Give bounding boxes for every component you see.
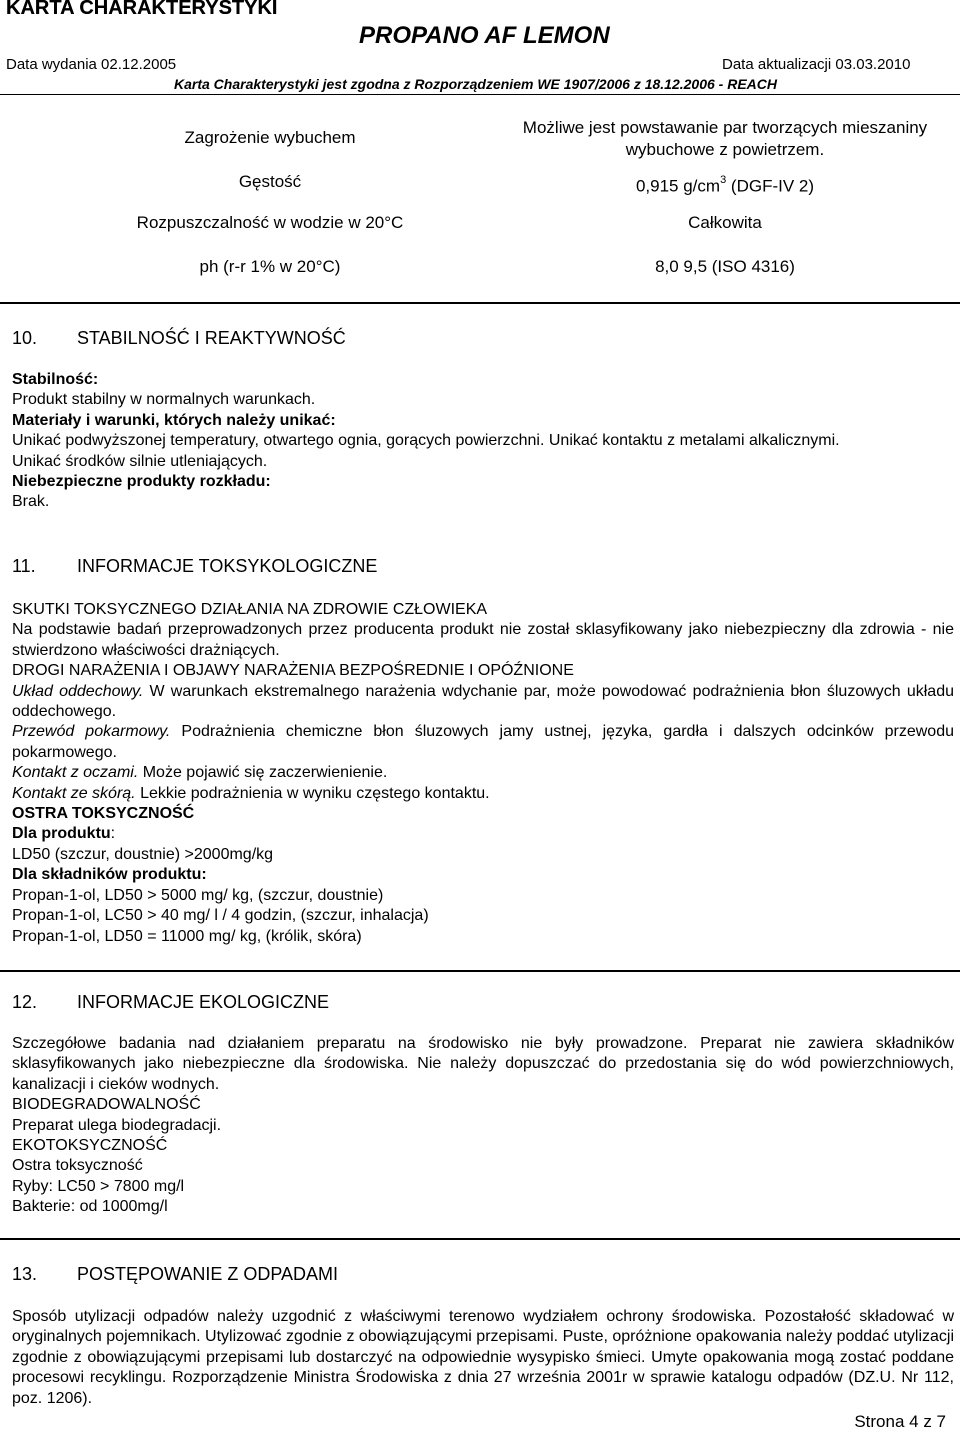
components-label: Dla składników produktu: <box>12 866 207 884</box>
digestive-label: Przewód pokarmowy. <box>12 723 171 741</box>
density-value: 0,915 g/cm <box>635 176 721 196</box>
property-value <box>490 171 960 198</box>
product-name: PROPANO AF LEMON <box>359 22 610 49</box>
section-11-title: INFORMACJE TOKSYKOLOGICZNE <box>77 556 378 576</box>
stability-label: Stabilność: <box>12 371 99 388</box>
disposal-text: Sposób utylizacji odpadów należy uzgodnić z właściwymi terenowo wydziałem ochrony środowiska. Pozostałość składować w oryginalnych pojemnikach. Utylizować zgodnie z obowiązującymi przepisami. Puste, opróżnione opakowania należy poddać utylizacji zgodnie z obowiązującymi przepisami lub dostarczyć na odpowiednie wysypisko śmieci. Umyte opakowania mogą zostać poddane procesowi recyklingu. Rozporządzenie Ministra Środowiska z dnia 27 września 2001r w sprawie katalogu odpadów (DZ.U. Nr 112, poz. 1206). <box>12 1308 954 1407</box>
property-value: 8,0 9,5 (ISO 4316) <box>655 257 795 276</box>
section-12-body <box>12 1034 954 1218</box>
ecology-text: Szczegółowe badania nad działaniem preparatu na środowisko nie były prowadzone. Preparat nie zawiera składników sklasyfikowanych jako niebezpieczne dla środowiska. Nie należy dopuszczać do przedostania się do wód powierzchniowych, kanalizacji i cieków wodnych. <box>12 1035 954 1093</box>
section-11-number: 11. <box>12 556 36 576</box>
property-value: Całkowita <box>688 213 762 232</box>
section-12-number: 12. <box>12 992 38 1012</box>
effects-text: Na podstawie badań przeprowadzonych przez producenta produkt nie został sklasyfikowany jako niebezpieczny dla zdrowia - nie stwierdzono właściwości drażniących. <box>12 621 954 659</box>
respiratory-paragraph <box>12 682 954 723</box>
section-13-body <box>12 1307 954 1409</box>
digestive-text: Podrażnienia chemiczne błon śluzowych jamy ustnej, języka, gardła i dalszych odcinków przewodu pokarmowego. <box>12 723 954 761</box>
skin-label: Kontakt ze skórą. <box>12 784 136 802</box>
avoid-text: Unikać środków silnie utleniających. <box>12 452 268 470</box>
component-toxicity: Propan-1-ol, LD50 > 5000 mg/ kg, (szczur, doustnie) <box>12 886 384 904</box>
product-colon: : <box>110 825 116 843</box>
biodegradability-heading: BIODEGRADOWALNOŚĆ <box>12 1096 201 1114</box>
stability-text: Produkt stabilny w normalnych warunkach. <box>12 391 316 409</box>
effects-heading: SKUTKI TOKSYCZNEGO DZIAŁANIA NA ZDROWIE CZŁOWIEKA <box>12 601 488 618</box>
section-13-title: POSTĘPOWANIE Z ODPADAMI <box>77 1264 339 1284</box>
respiratory-label: Układ oddechowy. <box>12 682 144 700</box>
ecotoxicity-heading: EKOTOKSYCZNOŚĆ <box>12 1137 168 1155</box>
section-13-number: 13. <box>12 1264 38 1284</box>
document-type: KARTA CHARAKTERYSTYKI <box>6 0 278 19</box>
section-divider <box>0 1238 960 1240</box>
ecotoxicity-line: Bakterie: od 1000mg/l <box>12 1198 168 1216</box>
decomposition-label: Niebezpieczne produkty rozkładu: <box>12 473 271 491</box>
section-11-body <box>12 600 954 947</box>
section-10-title: STABILNOŚĆ I REAKTYWNOŚĆ <box>77 328 346 348</box>
acute-toxicity-heading: OSTRA TOKSYCZNOŚĆ <box>12 805 195 823</box>
update-date: Data aktualizacji 03.03.2010 <box>722 56 911 73</box>
component-toxicity: Propan-1-ol, LC50 > 40 mg/ l / 4 godzin, (szczur, inhalacja) <box>12 907 429 925</box>
section-10-body <box>12 370 954 513</box>
ecotoxicity-line: Ryby: LC50 > 7800 mg/l <box>12 1177 185 1195</box>
skin-paragraph <box>12 784 954 804</box>
property-label: Zagrożenie wybuchem <box>184 128 356 147</box>
product-ld50: LD50 (szczur, doustnie) >2000mg/kg <box>12 845 274 863</box>
ecotoxicity-line: Ostra toksyczność <box>12 1157 143 1175</box>
biodegradability-text: Preparat ulega biodegradacji. <box>12 1116 222 1134</box>
page-number: Strona 4 z 7 <box>854 1412 946 1431</box>
avoid-text: Unikać podwyższonej temperatury, otwartego ognia, gorących powierzchni. Unikać kontaktu z metalami alkalicznymi. <box>12 432 840 450</box>
routes-heading: DROGI NARAŻENIA I OBJAWY NARAŻENIA BEZPOŚREDNIE I OPÓŹNIONE <box>12 662 574 680</box>
component-toxicity: Propan-1-ol, LD50 = 11000 mg/ kg, (królik, skóra) <box>12 927 362 945</box>
respiratory-text: W warunkach ekstremalnego narażenia wdychanie par, może powodować podrażnienia błon śluzowych układu oddechowego. <box>12 682 955 721</box>
section-divider <box>0 970 960 972</box>
skin-text: Lekkie podrażnienia w wyniku częstego kontaktu. <box>135 784 490 802</box>
property-label: ph (r-r 1% w 20°C) <box>199 257 341 276</box>
property-value <box>490 117 960 161</box>
property-value-line: wybuchowe z powietrzem. <box>625 140 825 159</box>
issue-date: Data wydania 02.12.2005 <box>6 56 177 73</box>
section-10-number: 10. <box>12 328 38 348</box>
avoid-label: Materiały i warunki, których należy unikać: <box>12 411 336 429</box>
section-12-title: INFORMACJE EKOLOGICZNE <box>77 992 330 1012</box>
regulation-note: Karta Charakterystyki jest zgodna z Rozporządzeniem WE 1907/2006 z 18.12.2006 - REACH <box>174 76 778 92</box>
product-label: Dla produktu <box>12 825 111 843</box>
section-divider <box>0 302 960 304</box>
density-unit-exponent: 3 <box>720 174 727 186</box>
product-heading <box>12 824 954 844</box>
density-method: (DGF-IV 2) <box>726 176 815 196</box>
eyes-label: Kontakt z oczami. <box>12 764 139 782</box>
decomposition-text: Brak. <box>12 493 50 511</box>
eyes-paragraph <box>12 763 954 783</box>
property-label: Gęstość <box>238 172 302 191</box>
property-value-line: Możliwe jest powstawanie par tworzących mieszaniny <box>522 118 928 137</box>
property-label: Rozpuszczalność w wodzie w 20°C <box>136 213 404 232</box>
digestive-paragraph <box>12 722 954 763</box>
header-divider <box>0 94 960 95</box>
eyes-text: Może pojawić się zaczerwienienie. <box>138 764 388 782</box>
